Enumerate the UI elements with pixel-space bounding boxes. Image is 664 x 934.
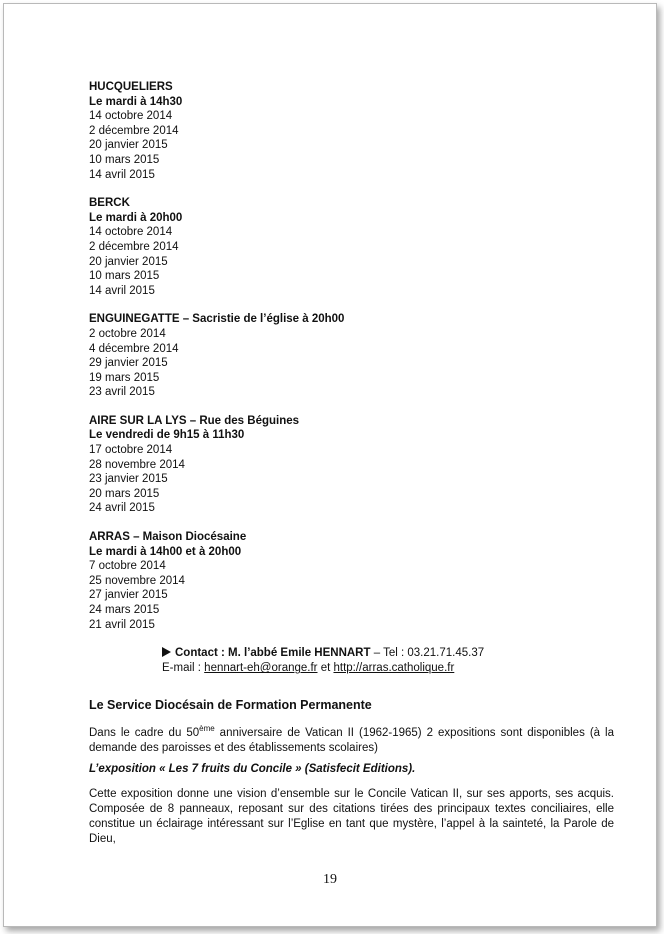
schedule-date: 23 avril 2015 (89, 386, 155, 399)
schedule-title: BERCK (89, 197, 130, 210)
intro-sup: ème (199, 724, 215, 734)
schedule-title: AIRE SUR LA LYS – Rue des Béguines (89, 414, 300, 427)
schedule-date: 28 novembre 2014 (89, 458, 185, 471)
schedule-date: 23 janvier 2015 (89, 473, 168, 486)
schedule-date: 2 décembre 2014 (89, 240, 179, 253)
schedule-date: 24 avril 2015 (89, 502, 155, 515)
email-link[interactable]: hennart-eh@orange.fr (204, 662, 318, 675)
intro-before: Dans le cadre du 50 (89, 727, 200, 740)
section-title: Le Service Diocésain de Formation Permanente (89, 698, 372, 713)
expo-title: L’exposition « Les 7 fruits du Concile » (Satisfecit Editions). (89, 763, 416, 776)
schedule-date: 21 avril 2015 (89, 618, 155, 631)
schedule-date: 14 avril 2015 (89, 168, 155, 181)
schedule-date: 25 novembre 2014 (89, 574, 185, 587)
expo-paragraph: Cette exposition donne une vision d’ensemble sur le Concile Vatican II, sur ses apports, ses acquis. Composée de 8 panneaux, reposant sur des citations tirées des principaux textes conciliaires, elle constitue un éclairage intéressant sur l’Eglise en tant que mystère, l’appel à la sainteté, la Parole de Dieu, (89, 788, 614, 846)
schedule-date: 29 janvier 2015 (89, 357, 168, 370)
schedule-title: HUCQUELIERS (89, 81, 173, 93)
schedule-list (89, 80, 614, 632)
schedule-date: 7 octobre 2014 (89, 560, 166, 573)
schedule-date: 2 décembre 2014 (89, 124, 179, 137)
schedule-date: 24 mars 2015 (89, 604, 160, 616)
page-number: 19 (323, 872, 337, 887)
page-content (89, 80, 614, 853)
et-text: et (317, 662, 334, 675)
email-label: E-mail : (162, 662, 205, 675)
schedule-subtitle: Le mardi à 14h30 (89, 95, 183, 108)
document-page (3, 3, 657, 927)
schedule-date: 20 janvier 2015 (89, 139, 168, 152)
intro-paragraph (89, 726, 614, 756)
schedule-date: 2 octobre 2014 (89, 327, 166, 340)
schedule-date: 19 mars 2015 (89, 371, 160, 384)
contact-tel: – Tel : 03.21.71.45.37 (370, 647, 485, 660)
schedule-date: 20 janvier 2015 (89, 255, 168, 268)
schedule-subtitle: Le vendredi de 9h15 à 11h30 (89, 429, 245, 442)
arrow-right-icon (162, 647, 171, 657)
schedule-date: 10 mars 2015 (89, 153, 160, 166)
website-link[interactable]: http://arras.catholique.fr (333, 662, 455, 675)
schedule-date: 4 décembre 2014 (89, 342, 179, 355)
schedule-date: 10 mars 2015 (89, 270, 160, 283)
schedule-subtitle: Le mardi à 20h00 (89, 211, 183, 224)
schedule-block (89, 196, 614, 298)
schedule-date: 14 avril 2015 (89, 284, 155, 297)
schedule-date: 20 mars 2015 (89, 487, 160, 500)
schedule-date: 14 octobre 2014 (89, 110, 173, 123)
schedule-block (89, 530, 614, 632)
schedule-title: ARRAS – Maison Diocésaine (89, 531, 247, 544)
schedule-date: 14 octobre 2014 (89, 226, 173, 239)
schedule-block (89, 414, 614, 516)
schedule-subtitle: Le mardi à 14h00 et à 20h00 (89, 545, 242, 558)
schedule-block (89, 312, 614, 400)
contact-label: Contact : M. l’abbé Emile HENNART (175, 647, 371, 660)
intro-after: anniversaire de Vatican II (1962-1965) 2 expositions sont disponibles (à la demande des paroisses et des établissements scolaires) (89, 727, 614, 755)
schedule-block (89, 80, 614, 182)
contact-block (162, 646, 614, 676)
schedule-title: ENGUINEGATTE – Sacristie de l’église à 20h00 (89, 313, 345, 326)
schedule-date: 17 octobre 2014 (89, 444, 173, 457)
schedule-date: 27 janvier 2015 (89, 589, 168, 602)
